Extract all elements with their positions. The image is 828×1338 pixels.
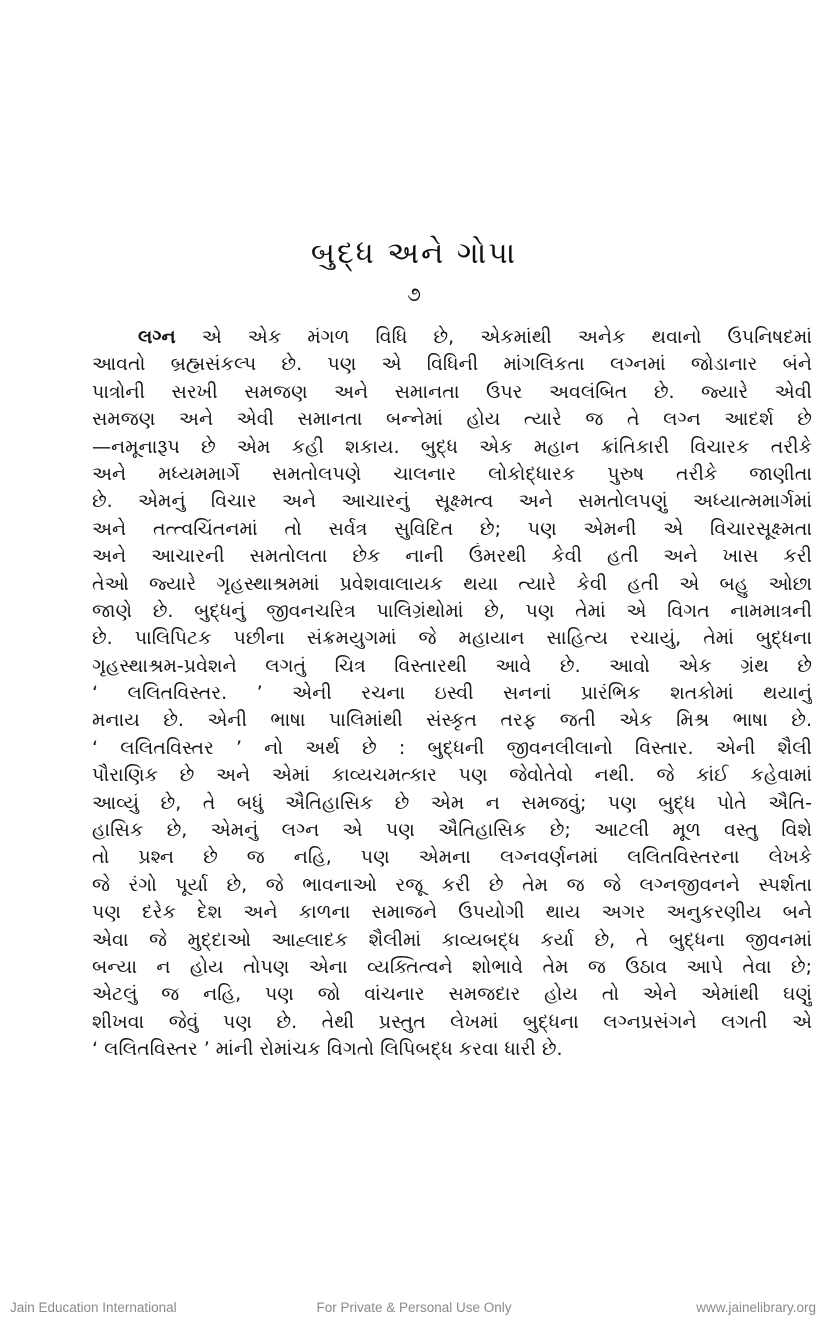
text-line: આવતો બ્રહ્મસંકલ્પ છે. પણ એ વિધિની માંગલિકતા લગ્નમાં જોડાનાર બંને bbox=[92, 353, 812, 376]
text-line: એટલું જ નહિ, પણ જો વાંચનાર સમજદાર હોય તો એને એમાંથી ઘણું bbox=[92, 983, 812, 1006]
lead-word: લગ્ન bbox=[138, 326, 176, 348]
text-line: એવા જે મુદ્દાઓ આહ્લાદક શૈલીમાં કાવ્યબદ્ધ કર્યા છે, તે બુદ્ધના જીવનમાં bbox=[92, 928, 812, 951]
text-line: પણ દરેક દેશ અને કાળના સમાજને ઉપયોગી થાય અગર અનુકરણીય બને bbox=[92, 901, 812, 924]
text-line: તેઓ જ્યારે ગૃહસ્થાશ્રમમાં પ્રવેશવાલાયક થયા ત્યારે કેવી હતી એ બહુ ઓછા bbox=[92, 572, 812, 595]
text-line: સમજણ અને એવી સમાનતા બન્નેમાં હોય ત્યારે જ તે લગ્ન આદર્શ છે bbox=[92, 408, 812, 431]
text-line: જાણે છે. બુદ્ધનું જીવનચરિત્ર પાલિગ્રંથોમાં છે, પણ તેમાં એ વિગત નામમાત્રની bbox=[92, 599, 812, 622]
text-line: અને તત્ત્વચિંતનમાં તો સર્વત્ર સુવિદિત છે; પણ એમની એ વિચારસૂક્ષ્મતા bbox=[92, 517, 812, 540]
text-line: તો પ્રશ્ન છે જ નહિ, પણ એમના લગ્નવર્ણનમાં લલિતવિસ્તરના લેખકે bbox=[92, 846, 812, 869]
text-line: ‘ લલિતવિસ્તર ’ માંની રોમાંચક વિગતો લિપિબદ્ધ કરવા ધારી છે. bbox=[92, 1038, 563, 1061]
text-line: જે રંગો પૂર્યા છે, જે ભાવનાઓ રજૂ કરી છે તેમ જ જે લગ્નજીવનને સ્પર્શતા bbox=[92, 873, 812, 896]
chapter-title: બુદ્ધ અને ગોપા bbox=[310, 236, 518, 271]
text-line: અને મધ્યમમાર્ગે સમતોલપણે ચાલનાર લોકોદ્ધારક પુરુષ તરીકે જાણીતા bbox=[92, 462, 812, 485]
text-line: ‘ લલિતવિસ્તર ’ નો અર્થ છે : બુદ્ધની જીવનલીલાનો વિસ્તાર. એની શૈલી bbox=[92, 736, 812, 759]
footer-usage-note: For Private & Personal Use Only bbox=[316, 1300, 512, 1315]
chapter-number: ૭ bbox=[407, 282, 421, 306]
text-line: મનાય છે. એની ભાષા પાલિમાંથી સંસ્કૃત તરફ જતી એક મિશ્ર ભાષા છે. bbox=[92, 709, 812, 732]
text-line: છે. એમનું વિચાર અને આચારનું સૂક્ષ્મત્વ અને સમતોલપણું અધ્યાત્મમાર્ગમાં bbox=[92, 490, 812, 513]
text-line: હાસિક છે, એમનું લગ્ન એ પણ ઐતિહાસિક છે; આટલી મૂળ વસ્તુ વિશે bbox=[92, 819, 812, 842]
text-line: બન્યા ન હોય તોપણ એના વ્યક્તિત્વને શોભાવે તેમ જ ઉઠાવ આપે તેવા છે; bbox=[92, 955, 812, 978]
text-line: શીખવા જેવું પણ છે. તેથી પ્રસ્તુત લેખમાં બુદ્ધના લગ્નપ્રસંગને લગતી એ bbox=[92, 1010, 812, 1033]
text-line: અને આચારની સમતોલતા છેક નાની ઉંમરથી કેવી હતી અને ખાસ કરી bbox=[92, 545, 812, 568]
body-paragraph bbox=[92, 324, 812, 1064]
text-line: ગૃહસ્થાશ્રમ-પ્રવેશને લગતું ચિત્ર વિસ્તારથી આવે છે. આવો એક ગ્રંથ છે bbox=[92, 654, 812, 677]
text-line-content: એ એક મંગળ વિધિ છે, એકમાંથી અનેક થવાનો ઉપનિષદમાં bbox=[175, 326, 812, 348]
text-line: પૌરાણિક છે અને એમાં કાવ્યચમત્કાર પણ જેવોતેવો નથી. જે કાંઈ કહેવામાં bbox=[92, 764, 812, 787]
footer-publisher: Jain Education International bbox=[10, 1300, 177, 1315]
text-line: છે. પાલિપિટક પછીના સંક્રમયુગમાં જે મહાયાન સાહિત્ય રચાયું, તેમાં બુદ્ધના bbox=[92, 627, 812, 650]
text-line: —નમૂનારૂપ છે એમ કહી શકાય. બુદ્ધ એક મહાન ક્રાંતિકારી વિચારક તરીકે bbox=[92, 435, 812, 458]
text-line: ‘ લલિતવિસ્તર. ’ એની રચના ઇસ્વી સનનાં પ્રારંભિક શતકોમાં થયાનું bbox=[92, 682, 812, 705]
footer-website-link[interactable]: www.jainelibrary.org bbox=[696, 1300, 816, 1315]
text-line: આવ્યું છે, તે બધું ઐતિહાસિક છે એમ ન સમજવું; પણ બુદ્ધ પોતે ઐતિ- bbox=[92, 791, 812, 814]
text-line bbox=[92, 324, 812, 351]
page-footer bbox=[0, 1300, 828, 1320]
text-line: પાત્રોની સરખી સમજણ અને સમાનતા ઉપર અવલંબિત છે. જ્યારે એવી bbox=[92, 380, 812, 403]
